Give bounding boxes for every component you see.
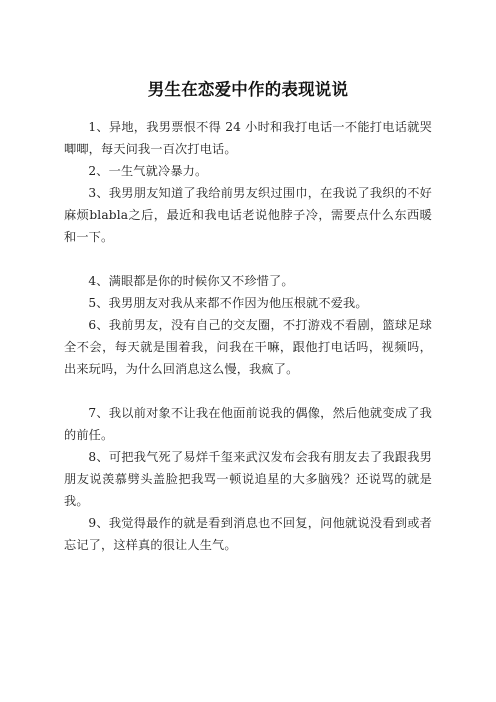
paragraph-4: 4、满眼都是你的时候你又不珍惜了。 xyxy=(88,274,294,288)
paragraph-3: 3、我男朋友知道了我给前男友织过围巾，在我说了我织的不好麻烦blabla之后，最近和我电话老说他脖子冷，需要点什么东西暖和一下。 xyxy=(64,186,432,244)
paragraph-9: 9、我觉得最作的就是看到消息也不回复，问他就说没看到或者忘记了，这样真的很让人生气。 xyxy=(64,516,432,552)
paragraph-2: 2、一生气就冷暴力。 xyxy=(88,164,208,178)
paragraph-8: 8、可把我气死了易烊千玺来武汉发布会我有朋友去了我跟我男朋友说羡慕劈头盖脸把我骂一顿说追星的大多脑残？还说骂的就是我。 xyxy=(64,450,432,508)
paragraph-1: 1、异地，我男票恨不得 24 小时和我打电话一不能打电话就哭唧唧，每天问我一百次打电话。 xyxy=(64,120,432,156)
paragraph-7: 7、我以前对象不让我在他面前说我的偶像，然后他就变成了我的前任。 xyxy=(64,406,432,442)
paragraph-6: 6、我前男友，没有自己的交友圈，不打游戏不看剧，篮球足球全不会，每天就是围着我，问我在干嘛，跟他打电话吗，视频吗，出来玩吗，为什么回消息这么慢，我疯了。 xyxy=(64,318,432,376)
document-title: 男生在恋爱中作的表现说说 xyxy=(147,80,349,99)
paragraph-5: 5、我男朋友对我从来都不作因为他压根就不爱我。 xyxy=(88,296,368,310)
